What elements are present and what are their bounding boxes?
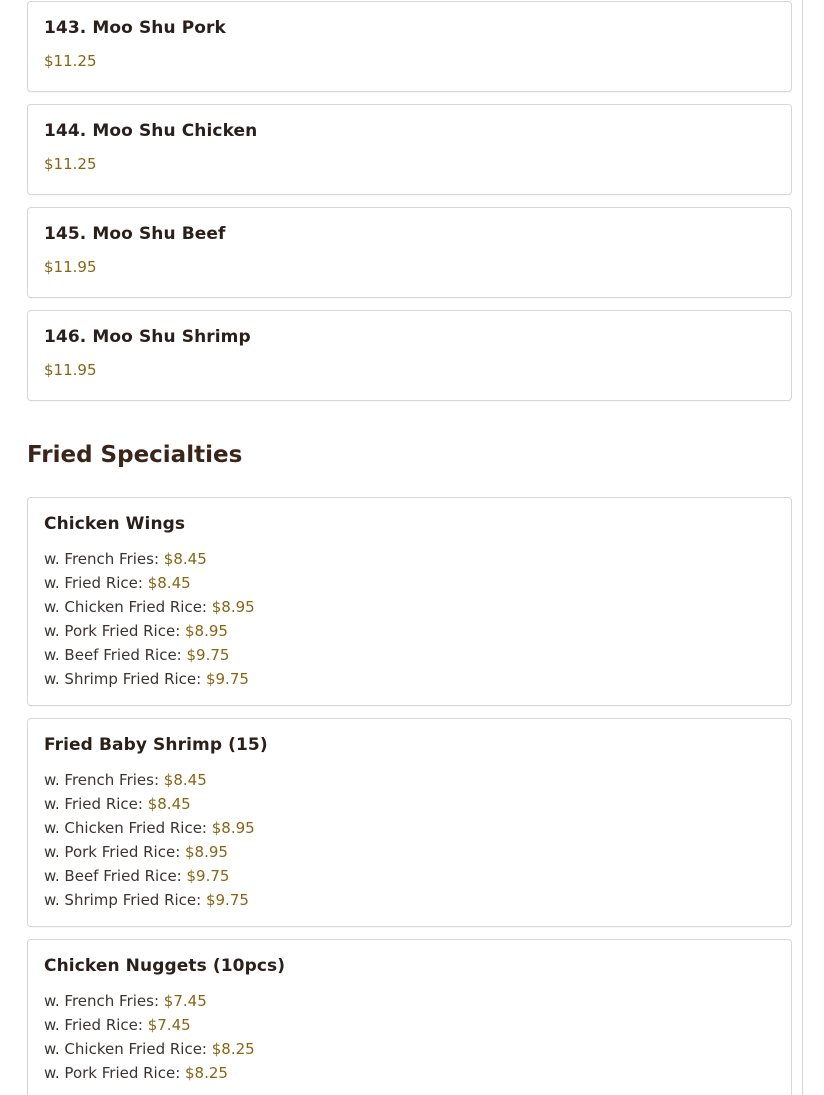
- option-label: w. Chicken Fried Rice:: [44, 1040, 212, 1058]
- menu-item-card-chicken-nuggets[interactable]: [27, 939, 792, 1095]
- menu-item-title: Chicken Wings: [44, 514, 186, 534]
- menu-item-card-146[interactable]: [27, 310, 792, 401]
- menu-item-title: Chicken Nuggets (10pcs): [44, 956, 286, 976]
- option-row: [44, 667, 775, 691]
- option-row: [44, 816, 775, 840]
- menu-item-card-143[interactable]: [27, 1, 792, 92]
- option-label: w. Chicken Fried Rice:: [44, 598, 212, 616]
- menu-item-price: $11.95: [44, 361, 97, 379]
- option-price: $8.45: [147, 574, 191, 592]
- option-row: [44, 792, 775, 816]
- option-price: $9.75: [205, 670, 249, 688]
- option-row: [44, 888, 775, 912]
- option-row: [44, 643, 775, 667]
- option-row: [44, 1061, 775, 1085]
- option-label: w. Fried Rice:: [44, 574, 148, 592]
- option-label: w. Shrimp Fried Rice:: [44, 891, 206, 909]
- option-row: [44, 547, 775, 571]
- option-price: $8.95: [211, 819, 255, 837]
- option-price: $8.95: [185, 622, 228, 640]
- menu-item-title: 143. Moo Shu Pork: [44, 18, 226, 38]
- option-price: $7.45: [163, 992, 207, 1010]
- option-row: [44, 864, 775, 888]
- option-label: w. Beef Fried Rice:: [44, 867, 187, 885]
- option-list: [44, 989, 775, 1085]
- option-price: $9.75: [186, 867, 230, 885]
- option-label: w. Fried Rice:: [44, 795, 148, 813]
- scroll-edge-divider: [802, 0, 803, 1095]
- option-price: $8.25: [211, 1040, 255, 1058]
- option-row: [44, 1037, 775, 1061]
- option-price: $8.95: [211, 598, 255, 616]
- option-label: w. Chicken Fried Rice:: [44, 819, 212, 837]
- menu-item-price: $11.25: [44, 155, 97, 173]
- option-row: [44, 989, 775, 1013]
- menu-item-price: $11.25: [44, 52, 97, 70]
- option-label: w. French Fries:: [44, 992, 164, 1010]
- option-label: w. French Fries:: [44, 550, 164, 568]
- option-label: w. Fried Rice:: [44, 1016, 148, 1034]
- option-row: [44, 595, 775, 619]
- option-row: [44, 619, 775, 643]
- option-row: [44, 1013, 775, 1037]
- menu-item-price: $11.95: [44, 258, 97, 276]
- menu-item-card-chicken-wings[interactable]: [27, 497, 792, 706]
- option-price: $9.75: [186, 646, 230, 664]
- option-price: $8.45: [163, 550, 207, 568]
- menu-item-card-fried-baby-shrimp[interactable]: [27, 718, 792, 927]
- option-price: $8.45: [163, 771, 207, 789]
- option-label: w. Shrimp Fried Rice:: [44, 670, 206, 688]
- option-row: [44, 571, 775, 595]
- option-price: $8.95: [185, 843, 228, 861]
- option-price: $8.45: [147, 795, 191, 813]
- option-label: w. Pork Fried Rice:: [44, 1064, 186, 1082]
- menu-item-title: Fried Baby Shrimp (15): [44, 735, 268, 755]
- menu-item-title: 145. Moo Shu Beef: [44, 224, 226, 244]
- option-label: w. French Fries:: [44, 771, 164, 789]
- menu-item-card-145[interactable]: [27, 207, 792, 298]
- option-row: [44, 840, 775, 864]
- option-price: $7.45: [147, 1016, 191, 1034]
- option-label: w. Beef Fried Rice:: [44, 646, 187, 664]
- option-list: [44, 768, 775, 912]
- option-list: [44, 547, 775, 691]
- option-label: w. Pork Fried Rice:: [44, 622, 186, 640]
- menu-item-title: 144. Moo Shu Chicken: [44, 121, 258, 141]
- menu-content: [27, 0, 792, 1095]
- menu-item-card-144[interactable]: [27, 104, 792, 195]
- menu-item-title: 146. Moo Shu Shrimp: [44, 327, 251, 347]
- option-label: w. Pork Fried Rice:: [44, 843, 186, 861]
- option-row: [44, 768, 775, 792]
- option-price: $9.75: [205, 891, 249, 909]
- option-price: $8.25: [185, 1064, 228, 1082]
- section-title-fried-specialties: Fried Specialties: [27, 442, 243, 468]
